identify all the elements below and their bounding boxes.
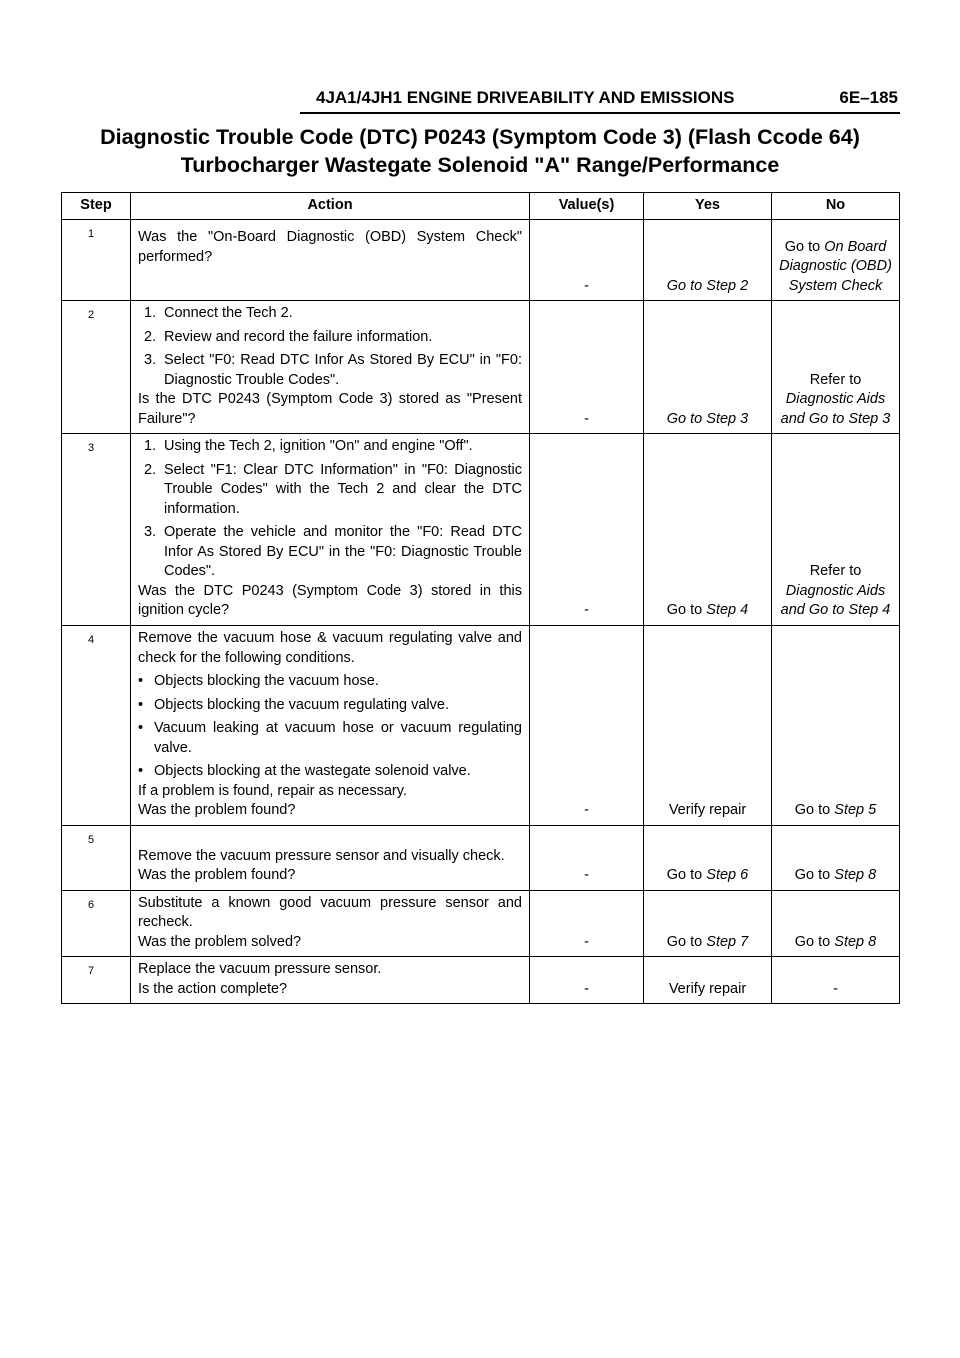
no-prefix: Refer to — [809, 371, 862, 388]
no-cell: - — [772, 957, 900, 1004]
action-question: Was the problem solved? — [138, 933, 302, 950]
list-item: • Objects blocking the vacuum regulating valve. — [138, 696, 449, 713]
table-row — [62, 825, 900, 890]
no-link-text: Diagnostic Aids and Go to Step 3 — [780, 391, 891, 427]
no-link-text: Diagnostic Aids and Go to Step 4 — [780, 582, 891, 618]
diagnostic-table — [61, 192, 900, 1004]
value-cell: - — [530, 434, 644, 626]
yes-cell: Verify repair — [644, 625, 772, 825]
yes-prefix: Go to — [666, 602, 707, 618]
no-prefix: Go to — [794, 802, 835, 818]
list-item: 2. Review and record the failure information. — [144, 328, 433, 345]
list-item: • Vacuum leaking at vacuum hose or vacuum regulating valve. — [138, 720, 522, 756]
no-link-text: On Board Diagnostic (OBD) System Check — [779, 238, 892, 294]
action-question: Was the problem found? — [138, 867, 296, 883]
no-link-text: Step 8 — [834, 933, 877, 950]
table-row — [62, 957, 900, 1004]
value-cell: - — [530, 825, 644, 890]
action-question: Is the DTC P0243 (Symptom Code 3) stored as "Present Failure"? — [138, 391, 522, 427]
list-item: • Objects blocking the vacuum hose. — [138, 673, 379, 689]
value-cell: - — [530, 220, 644, 301]
step-number: 2 — [62, 301, 131, 434]
no-link-text: Step 8 — [834, 867, 877, 883]
action-cell — [131, 825, 530, 890]
table-row — [62, 890, 900, 957]
action-question: Was the DTC P0243 (Symptom Code 3) stored in this ignition cycle? — [138, 582, 522, 618]
value-cell: - — [530, 957, 644, 1004]
yes-cell — [644, 890, 772, 957]
no-cell — [772, 301, 900, 434]
yes-cell — [644, 434, 772, 626]
column-header-yes: Yes — [644, 193, 772, 220]
no-prefix: Refer to — [809, 563, 862, 579]
action-question: Was the "On-Board Diagnostic (OBD) System Check" performed? — [138, 229, 522, 265]
action-question: Was the problem found? — [138, 802, 296, 818]
action-steps-list — [144, 437, 522, 582]
column-header-no: No — [772, 193, 900, 220]
conditions-list — [138, 672, 522, 782]
title-line-2: Turbocharger Wastegate Solenoid "A" Range/Performance — [180, 153, 780, 177]
yes-cell: Verify repair — [644, 957, 772, 1004]
action-cell — [131, 301, 530, 434]
action-cell — [131, 957, 530, 1004]
header-title: 4JA1/4JH1 ENGINE DRIVEABILITY AND EMISSIONS — [316, 88, 735, 107]
yes-cell: Go to Step 2 — [644, 220, 772, 301]
page-header — [300, 88, 900, 110]
no-prefix: Go to — [794, 933, 835, 950]
list-item: • Objects blocking at the wastegate solenoid valve. — [138, 763, 471, 779]
no-cell — [772, 220, 900, 301]
table-row — [62, 301, 900, 434]
no-cell — [772, 625, 900, 825]
document-title — [60, 123, 900, 179]
action-intro: Replace the vacuum pressure sensor. — [138, 961, 382, 977]
page-number: 6E–185 — [839, 88, 898, 107]
no-cell — [772, 890, 900, 957]
title-line-1: Diagnostic Trouble Code (DTC) P0243 (Symptom Code 3) (Flash Ccode 64) — [100, 125, 860, 149]
action-intro: Remove the vacuum hose & vacuum regulating valve and check for the following conditions. — [138, 630, 522, 666]
action-cell — [131, 220, 530, 301]
action-cell — [131, 625, 530, 825]
step-number: 6 — [62, 890, 131, 957]
yes-link-text: Step 7 — [706, 933, 749, 950]
table-row — [62, 220, 900, 301]
step-number: 7 — [62, 957, 131, 1004]
action-question: Is the action complete? — [138, 980, 288, 997]
yes-prefix: Go to — [666, 867, 707, 883]
table-header-row — [62, 193, 900, 220]
action-intro: Substitute a known good vacuum pressure sensor and recheck. — [138, 894, 522, 930]
no-prefix: Go to — [784, 238, 825, 255]
header-rule — [300, 112, 900, 114]
action-cell — [131, 434, 530, 626]
yes-cell: Go to Step 3 — [644, 301, 772, 434]
list-item: 1. Connect the Tech 2. — [144, 305, 293, 321]
action-cell — [131, 890, 530, 957]
column-header-action: Action — [131, 193, 530, 220]
yes-cell — [644, 825, 772, 890]
no-link-text: Step 5 — [834, 802, 877, 818]
table-row — [62, 625, 900, 825]
action-note: If a problem is found, repair as necessary. — [138, 782, 407, 799]
value-cell: - — [530, 301, 644, 434]
action-steps-list — [144, 304, 522, 390]
yes-prefix: Go to — [666, 933, 707, 950]
action-intro: Remove the vacuum pressure sensor and visually check. — [138, 847, 505, 864]
step-number: 3 — [62, 434, 131, 626]
list-item: 3. Operate the vehicle and monitor the "F0: Read DTC Infor As Stored By ECU" in the "F0: Diagnostic Trouble Codes". — [144, 524, 522, 579]
yes-link-text: Step 4 — [706, 602, 749, 618]
list-item: 3. Select "F0: Read DTC Infor As Stored By ECU" in "F0: Diagnostic Trouble Codes". — [144, 352, 522, 388]
step-number: 1 — [62, 220, 131, 301]
no-cell — [772, 434, 900, 626]
list-item: 1. Using the Tech 2, ignition "On" and engine "Off". — [144, 438, 473, 454]
column-header-values: Value(s) — [530, 193, 644, 220]
value-cell: - — [530, 625, 644, 825]
column-header-step: Step — [62, 193, 131, 220]
no-cell — [772, 825, 900, 890]
step-number: 4 — [62, 625, 131, 825]
list-item: 2. Select "F1: Clear DTC Information" in "F0: Diagnostic Trouble Codes" with the Tech 2 and clear the DTC information. — [144, 461, 522, 517]
step-number: 5 — [62, 825, 131, 890]
yes-link-text: Step 6 — [706, 867, 749, 883]
value-cell: - — [530, 890, 644, 957]
no-prefix: Go to — [794, 867, 835, 883]
table-row — [62, 434, 900, 626]
